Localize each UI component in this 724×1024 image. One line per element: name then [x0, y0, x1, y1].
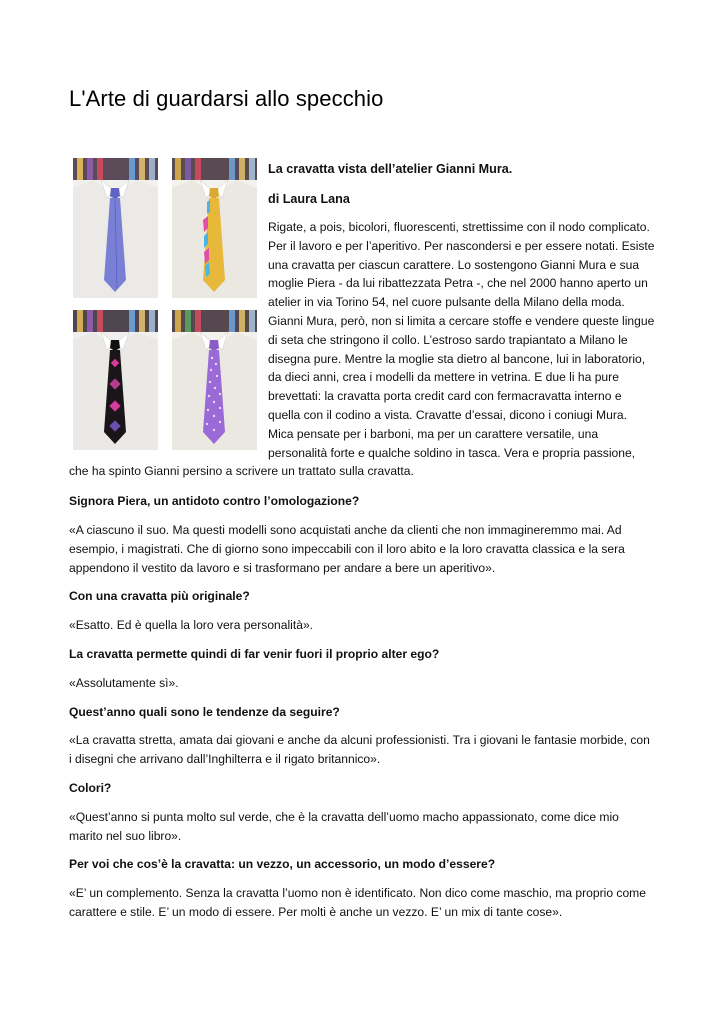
article-intro: Rigate, a pois, bicolori, fluorescenti, strettissime con il nodo complicato. Per il lavoro e per l’aperitivo. Per nascondersi e per essere notati. Esiste una cravatta per ciascun carattere. Lo sostengono Gianni Mura e sua moglie Piera - da lui ribattezzata Petra -, che nel 2000 hanno aperto un atelier in via Torino 54, nel cuore pulsante della Milano della moda. Gianni Mura, però, non si limita a cercare stoffe e vendere queste lingue di seta che stringono il collo. L’estroso sardo trapiantato a Milano le disegna pure. Mentre la moglie sta dietro al bancone, lui in laboratorio, da dieci anni, crea i modelli da mettere in vetrina. E due li ha pure brevettati: la cravatta porta credit card con fermacravatta interno e quella con il codino a vista. Cravatte d’essai, dicono i coniugi Mura. Mica pensate per i barboni, ma per un carattere versatile, una personalità forte e qualche soldino in tasca. Vera e propria passione, che ha spinto Gianni persino a scrivere un trattato sulla cravatta. [69, 220, 655, 479]
article-body [69, 160, 655, 932]
interview-answer: «Quest’anno si punta molto sul verde, che è la cravatta dell’uomo macho appassionato, come dice mio marito nel suo libro». [69, 809, 619, 843]
interview-question: Quest’anno quali sono le tendenze da seguire? [69, 704, 340, 719]
article-byline: di Laura Lana [268, 192, 350, 206]
interview-question: Con una cravatta più originale? [69, 589, 250, 604]
interview-question: Per voi che cos’è la cravatta: un vezzo, un accessorio, un modo d’essere? [69, 857, 496, 872]
interview-answer: «La cravatta stretta, amata dai giovani e anche da alcuni professionisti. Tra i giovani le fantasie morbide, con i disegni che arrivano dall’Inghilterra e il rigato britannico». [69, 733, 650, 767]
interview-question: Signora Piera, un antidoto contro l’omologazione? [69, 494, 360, 509]
article-title: L'Arte di guardarsi allo specchio [69, 86, 384, 111]
article-subtitle: La cravatta vista dell’atelier Gianni Mura. [268, 162, 513, 176]
interview-answer: «Esatto. Ed è quella la loro vera personalità». [69, 618, 314, 633]
interview-answer: «Assolutamente sì». [69, 675, 179, 690]
interview-answer: «E’ un complemento. Senza la cravatta l’uomo non è identificato. Non dico come maschio, ma proprio come carattere e stile. E’ un modo di essere. Per molti è anche un vezzo. E’ un mix di tante cose». [69, 886, 646, 919]
photo-float-spacer [69, 160, 268, 460]
interview-question: La cravatta permette quindi di far venir fuori il proprio alter ego? [69, 646, 440, 661]
interview-question: Colori? [69, 780, 112, 795]
interview-answer: «A ciascuno il suo. Ma questi modelli sono acquistati anche da clienti che non immagineremmo mai. Ad esempio, i magistrati. Che di giorno sono impeccabili con il loro abito e la loro cravatta classica e la sera appendono il vestito da lavoro e si trasformano per andare a bere un aperitivo». [69, 522, 625, 575]
